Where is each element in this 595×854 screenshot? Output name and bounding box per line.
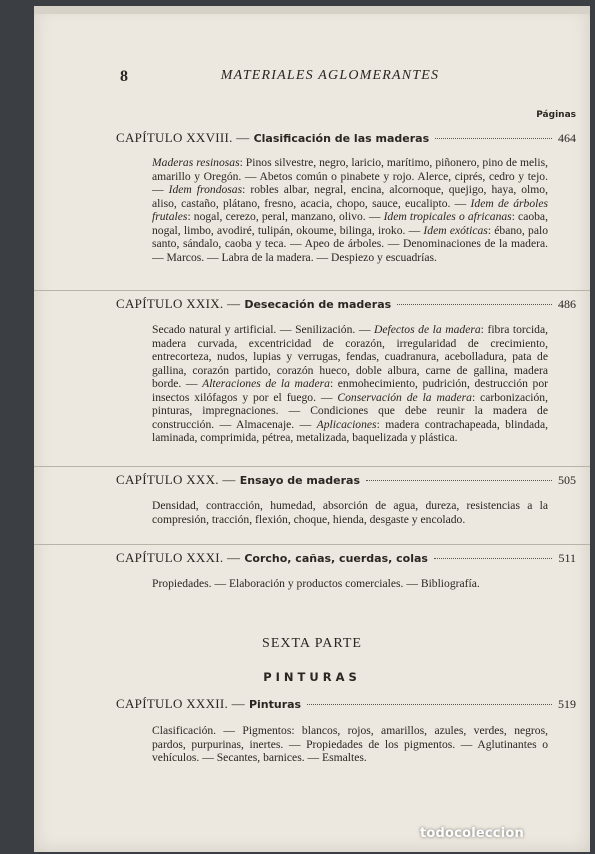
description-text: : carbonización, pinturas, impregnaciones. — Condiciones que debe reunir la madera de construcción. — Almacenaje. — (152, 390, 548, 431)
section-divider (34, 290, 590, 291)
chapter-page: 511 (558, 551, 576, 565)
leader-dots (366, 480, 552, 481)
description-text: : fibra torcida, madera curvada, excentricidad de corazón, irregularidad de crecimiento, entrecorteza, nudos, lupias y verrugas, fendas, cuadranura, acebolladura, pata de gallina, corazón partido, corazón hueco, doble albura, carne de gallina, madera borde. — (152, 323, 549, 390)
chapter-title: Corcho, cañas, cuerdas, colas (244, 552, 428, 565)
book-page (34, 6, 590, 852)
chapter-entry-30 (116, 472, 576, 490)
description-term: Idem de árboles frutales (152, 196, 548, 223)
description-text: Densidad, contracción, humedad, absorción de agua, dureza, resistencias a la compresión, tracción, flexión, choque, hienda, desgaste y encolado. (152, 499, 548, 526)
description-term: Idem tropicales o africanas (383, 210, 512, 223)
description-text: Clasificación. — Pigmentos: blancos, rojos, amarillos, azules, verdes, negros, pardos, purpurinas, inertes. — Propiedades de los pigmentos. — Aglutinantes o vehículos. — Secantes, barnices. — Esmaltes. (152, 724, 548, 764)
chapter-title: Desecación de maderas (244, 298, 392, 311)
leader-dots (397, 304, 552, 305)
chapter-description-32 (152, 724, 548, 765)
chapter-description-31 (152, 577, 548, 591)
chapter-description-30 (152, 499, 548, 526)
part-heading: SEXTA PARTE (262, 636, 362, 651)
leader-dots (434, 558, 552, 559)
chapter-title: Clasificación de las maderas (253, 132, 430, 145)
description-text: Propiedades. — Elaboración y productos comerciales. — Bibliografía. (152, 577, 480, 590)
chapter-entry-31 (116, 550, 576, 568)
description-term: Idem exóticas (423, 223, 488, 237)
chapter-title: Ensayo de maderas (239, 474, 361, 487)
chapter-page: 505 (558, 473, 576, 487)
description-text: : ébano, palo santo, sándalo, caoba y teca. — Apeo de árboles. — Denominaciones de la madera. — Marcos. — Labra de la madera. — Despiezo y escuadrías. (152, 223, 549, 264)
description-text: : Pinos silvestre, negro, laricio, marítimo, piñonero, pino de melis, amarillo y Oregón. — Abetos común o pinabete y rojo. Alerce, ciprés, cedro y tejo. — (152, 156, 548, 196)
page-top-edge (34, 6, 590, 14)
description-term: Alteraciones de la madera (202, 377, 330, 390)
running-title: MATERIALES AGLOMERANTES (220, 68, 440, 83)
description-text: : caoba, nogal, limbo, avodiré, tulipán, okoume, bilinga, iroko. — (152, 210, 548, 237)
description-text: : madera contrachapeada, blindada, laminada, comprimida, pétrea, metalizada, baquelizada y plástica. (152, 417, 548, 444)
chapter-entry-29 (116, 296, 576, 314)
page-number: 8 (120, 68, 128, 85)
chapter-page: 519 (558, 697, 576, 711)
pages-column-label: Páginas (536, 110, 576, 120)
chapter-title: Pinturas (248, 698, 302, 711)
page-header (120, 68, 540, 88)
description-term: Aplicaciones (316, 417, 377, 431)
description-term: Idem frondosas (168, 183, 243, 196)
chapter-entry-28 (116, 130, 576, 148)
chapter-label: CAPÍTULO XXX. — (116, 472, 236, 487)
chapter-description-29 (152, 323, 548, 445)
leader-dots (307, 704, 552, 705)
description-text: : enmohecimiento, pudrición, destrucción por insectos xilófagos y por el fuego. — (152, 377, 548, 404)
chapter-entry-32 (116, 696, 576, 714)
part-subtitle: PINTURAS (263, 670, 361, 684)
chapter-description-28 (152, 156, 548, 264)
leader-dots (435, 138, 552, 139)
description-text: : nogal, cerezo, peral, manzano, olivo. — (187, 210, 384, 223)
chapter-page: 464 (558, 131, 576, 145)
chapter-label: CAPÍTULO XXVIII. — (116, 130, 250, 145)
chapter-label: CAPÍTULO XXIX. — (116, 296, 241, 311)
section-divider (34, 544, 590, 545)
watermark-text: todocoleccion (420, 826, 524, 841)
description-term: Defectos de la madera (374, 323, 481, 336)
section-divider (34, 466, 590, 467)
chapter-label: CAPÍTULO XXXII. — (116, 696, 245, 711)
chapter-page: 486 (558, 297, 576, 311)
description-text: Secado natural y artificial. — Senilización. — (152, 323, 375, 336)
description-term: Conservación de la madera (337, 390, 472, 404)
description-term: Maderas resinosas (152, 156, 240, 169)
description-text: : robles albar, negral, encina, alcornoque, quejigo, haya, olmo, aliso, castaño, plátano, fresno, acacia, chopo, sauce, eucalipto. — (152, 183, 548, 210)
chapter-label: CAPÍTULO XXXI. — (116, 550, 241, 565)
